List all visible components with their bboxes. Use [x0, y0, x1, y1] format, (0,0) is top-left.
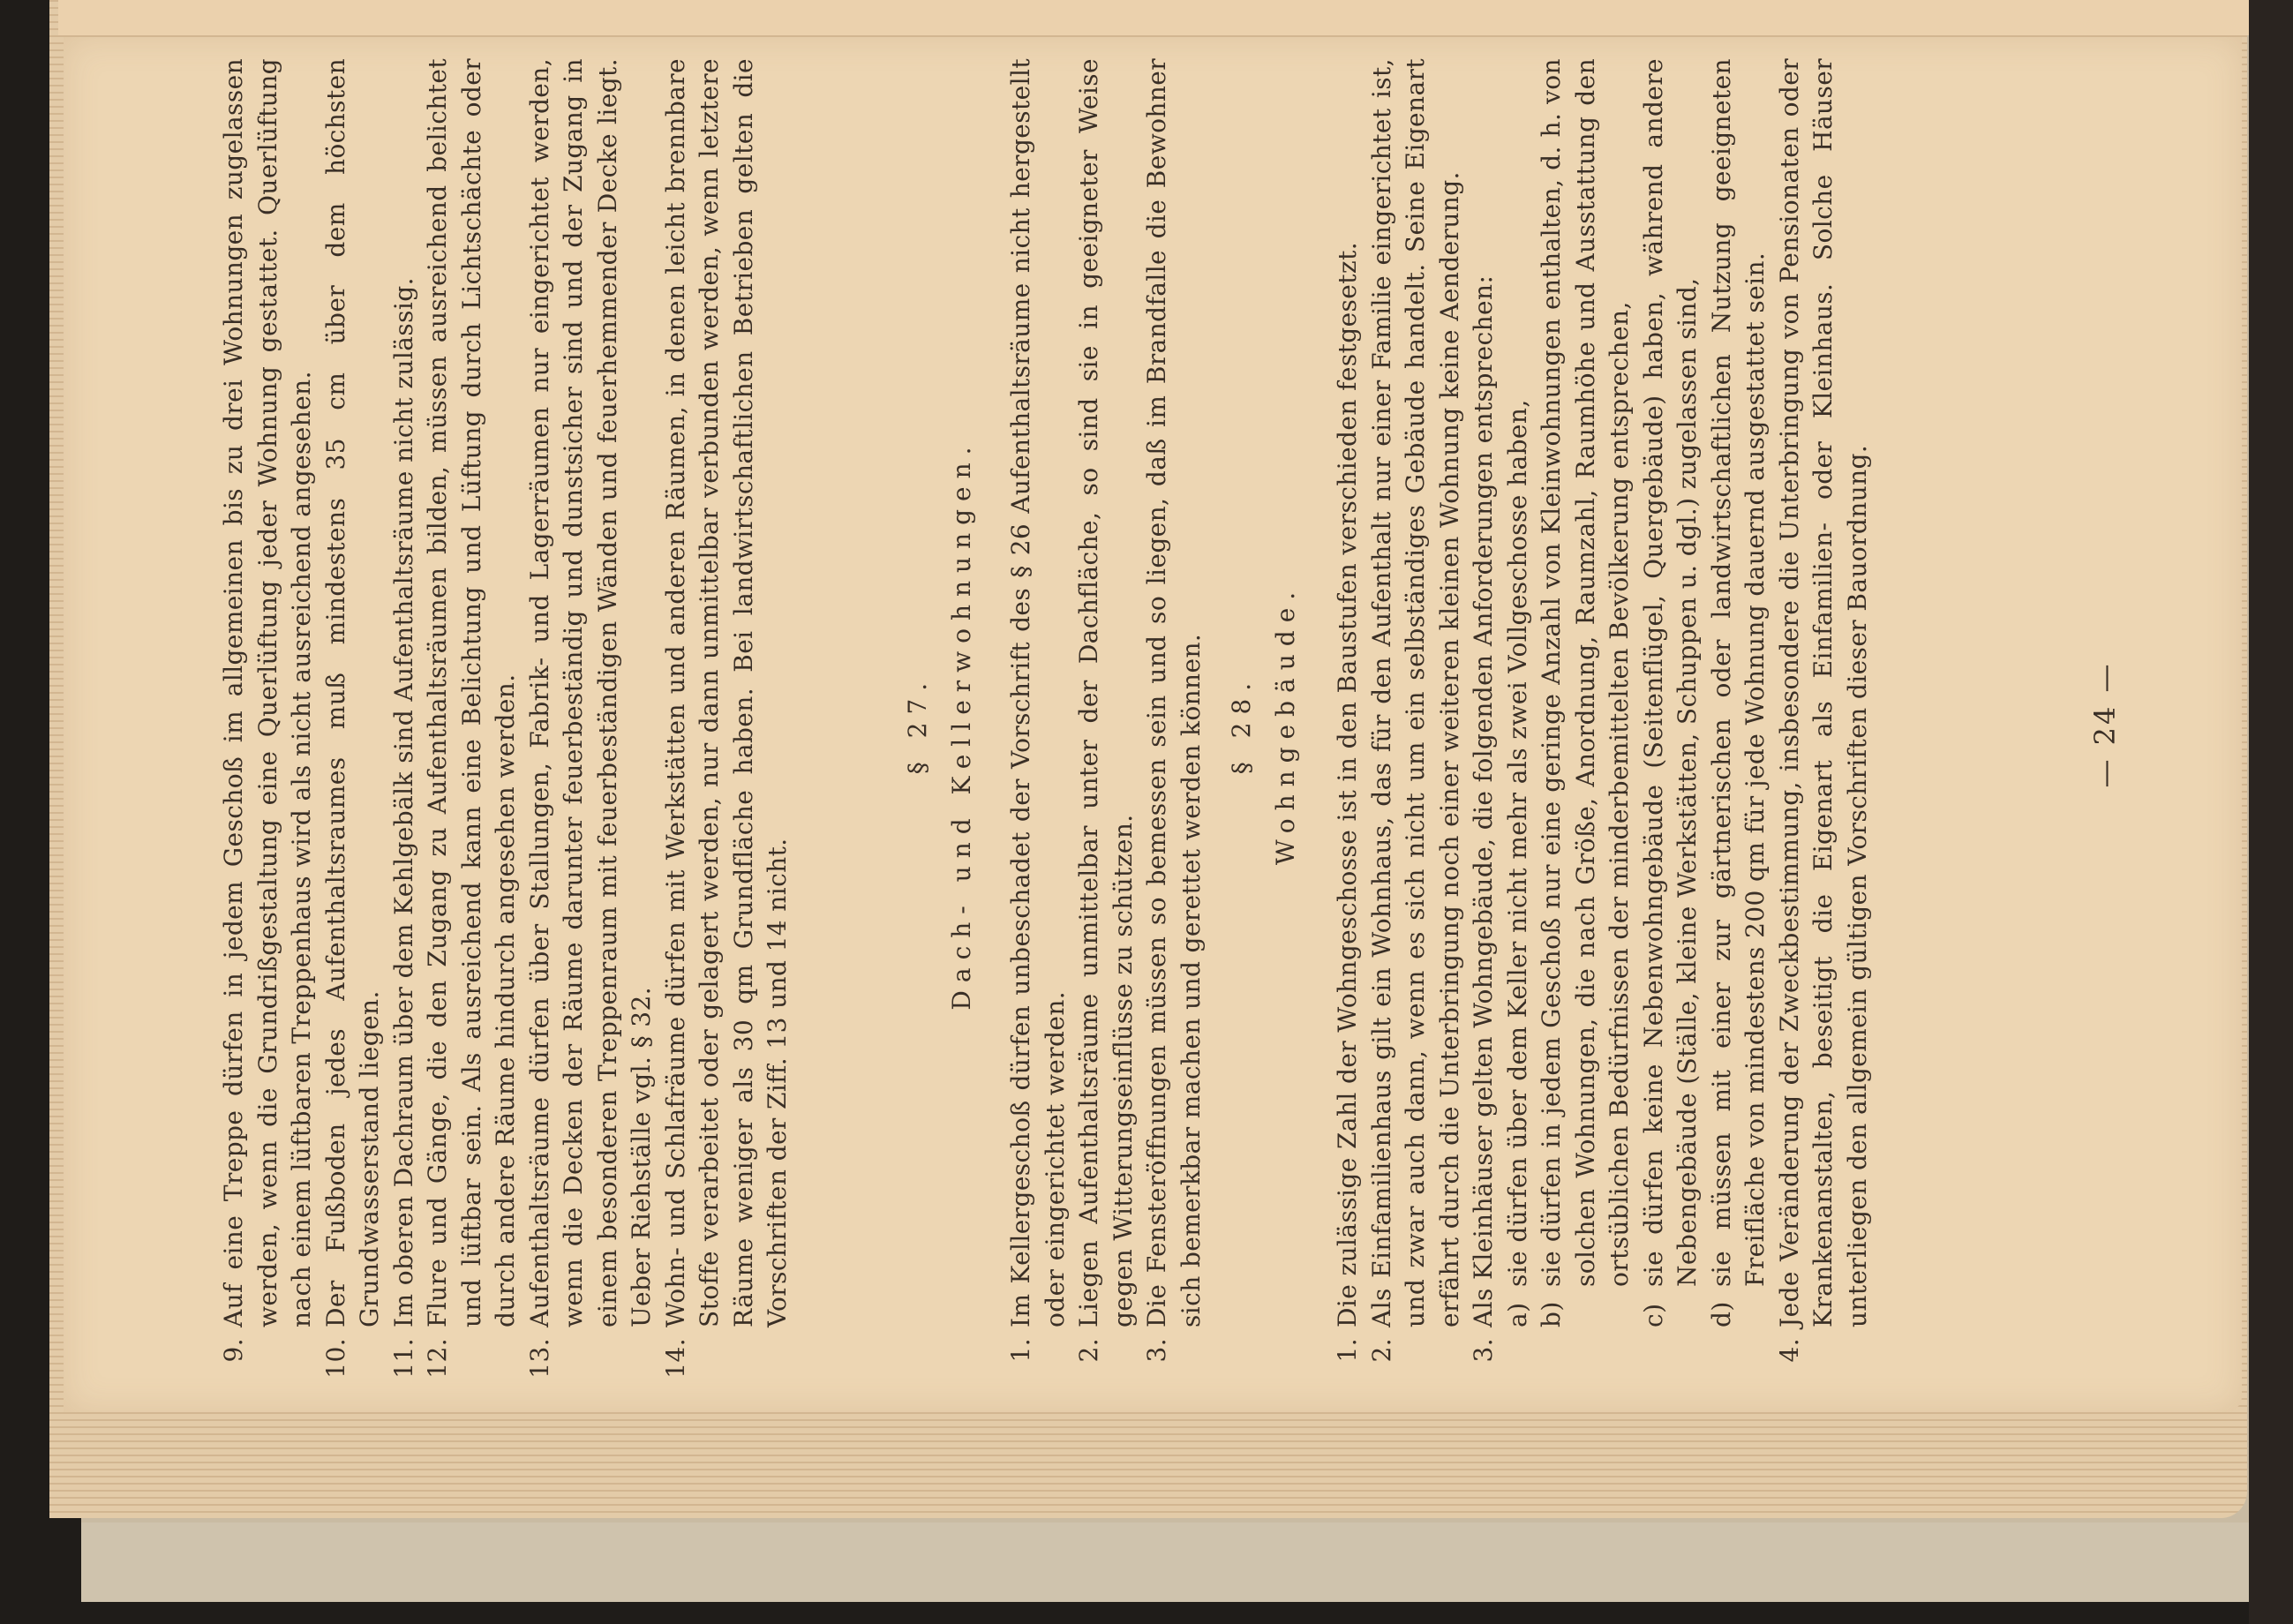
- paragraph-number: 9.: [219, 1338, 248, 1363]
- sub-item-text: sie müssen mit einer zur gärtnerischen oder landwirtschaftlichen Nutzung geeigneten Freifläche von mindestens 200 qm für jede Wohnung dauernd ausgestattet sein.: [1706, 58, 1770, 1287]
- sub-item-text: sie dürfen über dem Keller nicht mehr als zwei Vollgeschosse haben,: [1502, 399, 1532, 1287]
- paragraph-item: [421, 58, 523, 1391]
- previous-page-edge: [58, 0, 2265, 35]
- paragraph-number: 12.: [423, 1338, 452, 1379]
- paragraph-number: 3.: [1142, 1338, 1171, 1363]
- paragraph-item: [1365, 58, 1468, 1391]
- sub-item: [1535, 58, 1637, 1391]
- section-27-number: § 27.: [903, 674, 932, 775]
- section-27-title: Dach- und Kellerwohnungen.: [947, 439, 976, 1011]
- paragraph-item: [1072, 58, 1140, 1391]
- sub-item: [1705, 58, 1773, 1391]
- paragraph-text: Aufenthaltsräume dürfen über Stallungen, Fabrik- und Lagerräumen nur eingerichtet werden, wenn die Decken der Räume darunter feuerbeständig und dunstsicher sind und der Zugang in einem besonderen Treppenraum mit feuerbeständigen Wänden und feuerhemmender Decke liegt. Ueber Riehställe vgl. § 32.: [524, 58, 656, 1327]
- backing-board-edge: [81, 1522, 2252, 1602]
- paragraph-text: Flure und Gänge, die den Zugang zu Aufenthaltsräumen bilden, müssen ausreichend belichtet und lüftbar sein. Als ausreichend kann eine Belichtung und Lüftung durch Lichtschächte oder durch andere Räume hindurch angesehen werden.: [423, 58, 520, 1327]
- sub-item-text: sie dürfen in jedem Geschoß nur eine geringe Anzahl von Kleinwohnungen enthalten, d. h. von solchen Wohnungen, die nach Größe, Anordnung, Raumzahl, Raumhöhe und Ausstattung den ortsüblichen Bedürfnissen der minderbemittelten Bevölkerung entsprechen,: [1537, 58, 1634, 1287]
- paragraph-number: 10.: [320, 1338, 350, 1379]
- section-28-title: Wohngebäude.: [1271, 583, 1300, 866]
- paragraph-item: [387, 58, 422, 1391]
- paragraph-text: Im Kellergeschoß dürfen unbeschadet der Vorschrift des § 26 Aufenthaltsräume nicht hergestellt oder eingerichtet werden.: [1006, 58, 1070, 1327]
- paragraph-item: [1004, 58, 1072, 1391]
- paragraph-number: 1.: [1333, 1338, 1362, 1363]
- sub-item: [1637, 58, 1705, 1391]
- paragraph-item: [1331, 58, 1365, 1391]
- rotated-text-area: [85, 58, 2175, 1391]
- sub-item-text: sie dürfen keine Nebenwohngebäude (Seitenflügel, Quergebäude) haben, während andere Nebengebäude (Ställe, kleine Werkstätten, Schuppen u. dgl.) zugelassen sind,: [1638, 58, 1702, 1287]
- paragraph-text: Als Einfamilienhaus gilt ein Wohnhaus, das für den Aufenthalt nur einer Familie eingerichtet ist, und zwar auch dann, wenn es sich nicht um ein selbständiges Gebäude handelt. Seine Eigenart erfährt durch die Unterbringung noch einer weiteren kleinen Wohnung keine Aenderung.: [1366, 58, 1464, 1327]
- paragraph-text: Im oberen Dachraum über dem Kehlgebälk sind Aufenthaltsräume nicht zulässig.: [388, 277, 418, 1327]
- paragraph-text: Wohn- und Schlafräume dürfen mit Werkstätten und anderen Räumen, in denen leicht brennbare Stoffe verarbeitet oder gelagert werden, nur dann unmittelbar verbunden werden, wenn letztere Räume weniger als 30 qm Grundfläche haben. Bei landwirtschaftlichen Betrieben gelten die Vorschriften der Ziff. 13 und 14 nicht.: [660, 58, 792, 1327]
- sub-item-label: a): [1502, 1302, 1532, 1327]
- paragraph-text: Der Fußboden jedes Aufenthaltsraumes muß mindestens 35 cm über dem höchsten Grundwasserstand liegen.: [320, 58, 384, 1327]
- paragraph-text: Die Fensteröffnungen müssen so bemessen sein und so liegen, daß im Brandfalle die Bewohner sich bemerkbar machen und gerettet werden können.: [1142, 58, 1206, 1327]
- page-number: — 24 —: [2088, 661, 2122, 788]
- paragraph-item: [217, 58, 320, 1391]
- paragraph-item: [1467, 58, 1501, 1391]
- paragraph-text: Jede Veränderung der Zweckbestimmung, insbesondere die Unterbringung von Pensionaten oder Krankenanstalten, beseitigt die Eigenart als Einfamilien- oder Kleinhaus. Solche Häuser unterliegen den allgemein gültigen Vorschriften dieser Bauordnung.: [1774, 58, 1872, 1327]
- book-binding: [2249, 0, 2293, 1624]
- paragraph-number: 11.: [388, 1338, 418, 1379]
- paragraph-item: [659, 58, 795, 1391]
- paragraphs-9-14: [217, 58, 795, 1391]
- paragraph-text: Die zulässige Zahl der Wohngeschosse ist in den Baustufen verschieden festgesetzt.: [1333, 241, 1362, 1327]
- paragraph-item: [523, 58, 659, 1391]
- paragraph-number: 13.: [524, 1338, 554, 1379]
- paragraph-text: Liegen Aufenthaltsräume unmittelbar unter der Dachfläche, so sind sie in geeigneter Weise gegen Witterungseinflüsse zu schützen.: [1074, 58, 1138, 1327]
- paragraph-item: [320, 58, 387, 1391]
- paragraph-number: 4.: [1774, 1338, 1804, 1363]
- section-28-paragraphs: [1331, 58, 1875, 1391]
- sub-item: [1501, 58, 1536, 1391]
- paragraph-number: 3.: [1469, 1338, 1498, 1363]
- paragraph-number: 2.: [1074, 1338, 1103, 1363]
- sub-item-label: b): [1537, 1301, 1566, 1327]
- paragraph-item: [1773, 58, 1876, 1391]
- paragraph-number: 1.: [1006, 1338, 1035, 1363]
- sub-item-label: d): [1706, 1301, 1736, 1327]
- section-28-number: § 28.: [1227, 674, 1256, 775]
- paragraph-number: 2.: [1366, 1338, 1396, 1363]
- paragraph-text: Als Kleinhäuser gelten Wohngebäude, die folgenden Anforderungen entsprechen:: [1469, 274, 1498, 1327]
- book-page: [64, 37, 2242, 1412]
- section-27-paragraphs: [1004, 58, 1208, 1391]
- paragraph-text: Auf eine Treppe dürfen in jedem Geschoß im allgemeinen bis zu drei Wohnungen zugelassen werden, wenn die Grundrißgestaltung eine Querlüftung jeder Wohnung gestattet. Querlüftung nach einem lüftbaren Treppenhaus wird als nicht ausreichend angesehen.: [219, 58, 316, 1327]
- paragraph-number: 14.: [660, 1338, 690, 1379]
- sub-item-label: c): [1638, 1303, 1668, 1327]
- paragraph-item: [1140, 58, 1208, 1391]
